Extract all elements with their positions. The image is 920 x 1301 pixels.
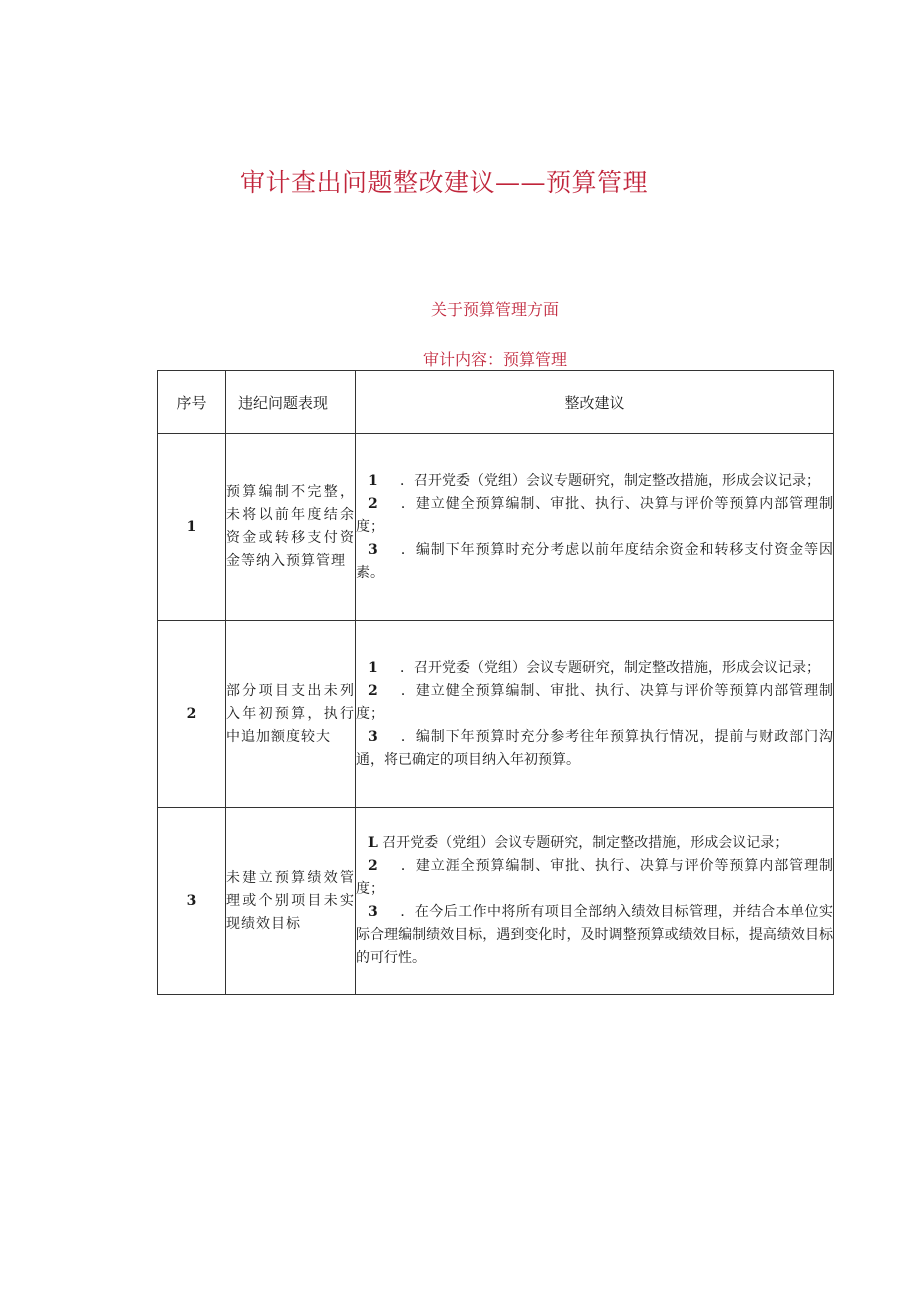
advice-text: ．建立涯全预算编制、审批、执行、决算与评价等预算内部管理制度；	[356, 858, 833, 897]
advice-item	[356, 470, 833, 493]
advice-item	[356, 657, 833, 680]
header-problem: 违纪问题表现	[226, 371, 356, 434]
advice-item	[356, 726, 833, 772]
advice-item	[356, 680, 833, 726]
advice-text: 召开党委（党组）会议专题研究，制定整改措施，形成会议记录；	[382, 835, 789, 851]
table-header-row	[158, 371, 834, 434]
advice-number: 3	[368, 728, 378, 745]
row-problem: 预算编制不完整，未将以前年度结余资金或转移支付资金等纳入预算管理	[226, 434, 356, 621]
advice-item	[356, 855, 833, 901]
table-row	[158, 621, 834, 808]
advice-text: ．在今后工作中将所有项目全部纳入绩效目标管理，并结合本单位实际合理编制绩效目标，遇到变化时，及时调整预算或绩效目标，提高绩效目标的可行性。	[356, 904, 833, 966]
table-row	[158, 808, 834, 995]
advice-text: ．建立健全预算编制、审批、执行、决算与评价等预算内部管理制度；	[356, 682, 833, 722]
row-seq: 1	[158, 434, 226, 621]
header-advice: 整改建议	[356, 371, 834, 434]
advice-text: ．编制下年预算时充分考虑以前年度结余资金和转移支付资金等因素。	[356, 541, 833, 581]
advice-number: 2	[368, 495, 378, 512]
row-problem: 部分项目支出未列入年初预算，执行中追加额度较大	[226, 621, 356, 808]
advice-number: 3	[368, 541, 378, 558]
advice-number: 1	[368, 659, 378, 676]
advice-text: ．建立健全预算编制、审批、执行、决算与评价等预算内部管理制度；	[356, 495, 833, 535]
advice-item	[356, 539, 833, 585]
section-subtitle: 审计内容：预算管理	[422, 350, 567, 369]
document-title: 审计查出问题整改建议——预算管理	[240, 168, 649, 197]
advice-text: ．召开党委（党组）会议专题研究，制定整改措施，形成会议记录；	[400, 659, 820, 676]
advice-item	[356, 493, 833, 539]
row-problem: 未建立预算绩效管理或个别项目未实现绩效目标	[226, 808, 356, 995]
section-title: 关于预算管理方面	[430, 300, 559, 319]
advice-item	[356, 832, 833, 855]
row-seq: 3	[158, 808, 226, 995]
advice-number: L	[368, 835, 378, 851]
advice-number: 2	[368, 858, 378, 874]
header-seq: 序号	[158, 371, 226, 434]
advice-number: 2	[368, 682, 378, 699]
advice-text: ．召开党委（党组）会议专题研究，制定整改措施，形成会议记录；	[400, 472, 820, 489]
advice-item	[356, 901, 833, 970]
row-advice	[356, 434, 834, 621]
advice-text: ．编制下年预算时充分参考往年预算执行情况，提前与财政部门沟通，将已确定的项目纳入年初预算。	[356, 728, 833, 768]
advice-number: 1	[368, 472, 378, 489]
row-advice	[356, 808, 834, 995]
audit-table	[157, 370, 834, 995]
row-seq: 2	[158, 621, 226, 808]
table-row	[158, 434, 834, 621]
row-advice	[356, 621, 834, 808]
advice-number: 3	[368, 904, 378, 920]
